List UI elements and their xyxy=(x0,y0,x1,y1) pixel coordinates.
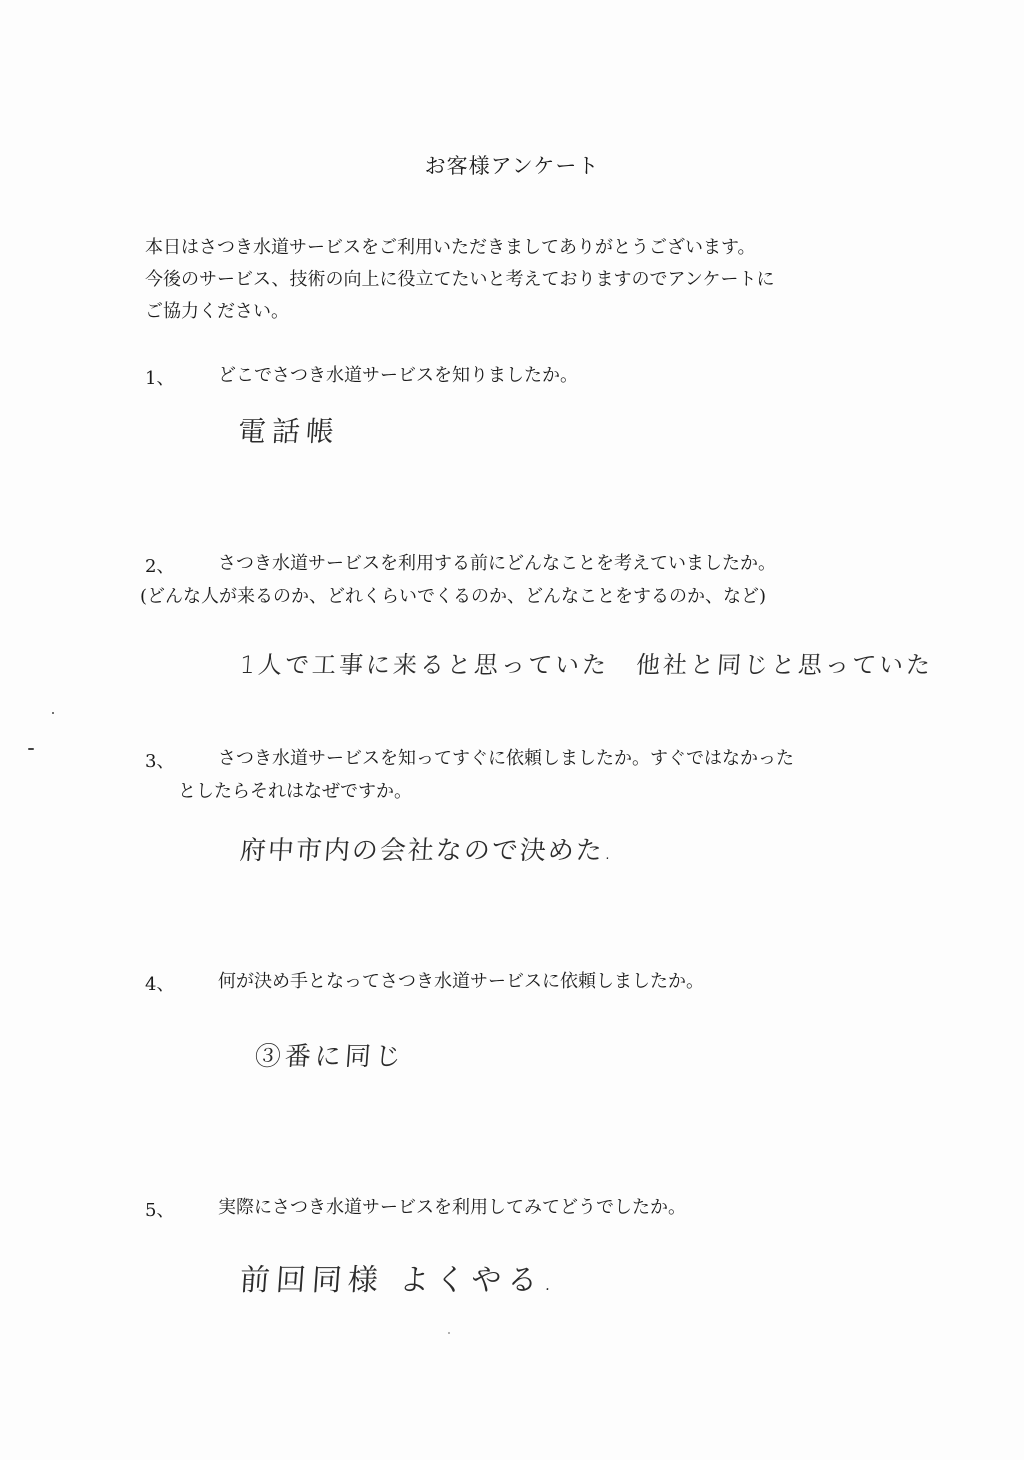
question-5-text: 実際にさつき水道サービスを利用してみてどうでしたか。 xyxy=(218,1197,686,1218)
question-5-number: 5、 xyxy=(145,1200,175,1221)
question-3-text: さつき水道サービスを知ってすぐに依頼しましたか。すぐではなかった xyxy=(218,748,794,769)
intro-paragraph xyxy=(145,232,925,328)
question-1-number: 1、 xyxy=(145,368,175,389)
scan-speck xyxy=(448,1332,450,1334)
scan-speck xyxy=(52,712,54,714)
intro-line-3: ご協力ください。 xyxy=(145,301,289,322)
question-1-text: どこでさつき水道サービスを知りましたか。 xyxy=(218,365,578,386)
question-2-text: さつき水道サービスを利用する前にどんなことを考えていましたか。 xyxy=(218,553,776,574)
question-3-subtext: としたらそれはなぜですか。 xyxy=(178,781,412,802)
question-4-text: 何が決め手となってさつき水道サービスに依頼しましたか。 xyxy=(218,971,704,992)
scan-speck xyxy=(28,748,34,750)
page-title: お客様アンケート xyxy=(424,154,600,178)
question-2-subtext: (どんな人が来るのか、どれくらいでくるのか、どんなことをするのか、など) xyxy=(140,586,767,607)
intro-line-1: 本日はさつき水道サービスをご利用いただきましてありがとうございます。 xyxy=(145,237,756,258)
intro-line-2: 今後のサービス、技術の向上に役立てたいと考えておりますのでアンケートに xyxy=(145,269,775,290)
question-2-number: 2、 xyxy=(145,556,175,577)
question-1-answer: 電話帳 xyxy=(236,415,342,448)
question-3-number: 3、 xyxy=(145,751,175,772)
question-4-number: 4、 xyxy=(145,974,175,995)
question-2-answer: 1人で工事に来ると思っていた 他社と同じと思っていた xyxy=(238,651,935,679)
question-5-answer: 前回同様 よくやる. xyxy=(238,1263,561,1298)
question-3-answer: 府中市内の会社なので決めた. xyxy=(238,836,616,866)
question-4-answer: ③番に同じ xyxy=(253,1042,406,1072)
